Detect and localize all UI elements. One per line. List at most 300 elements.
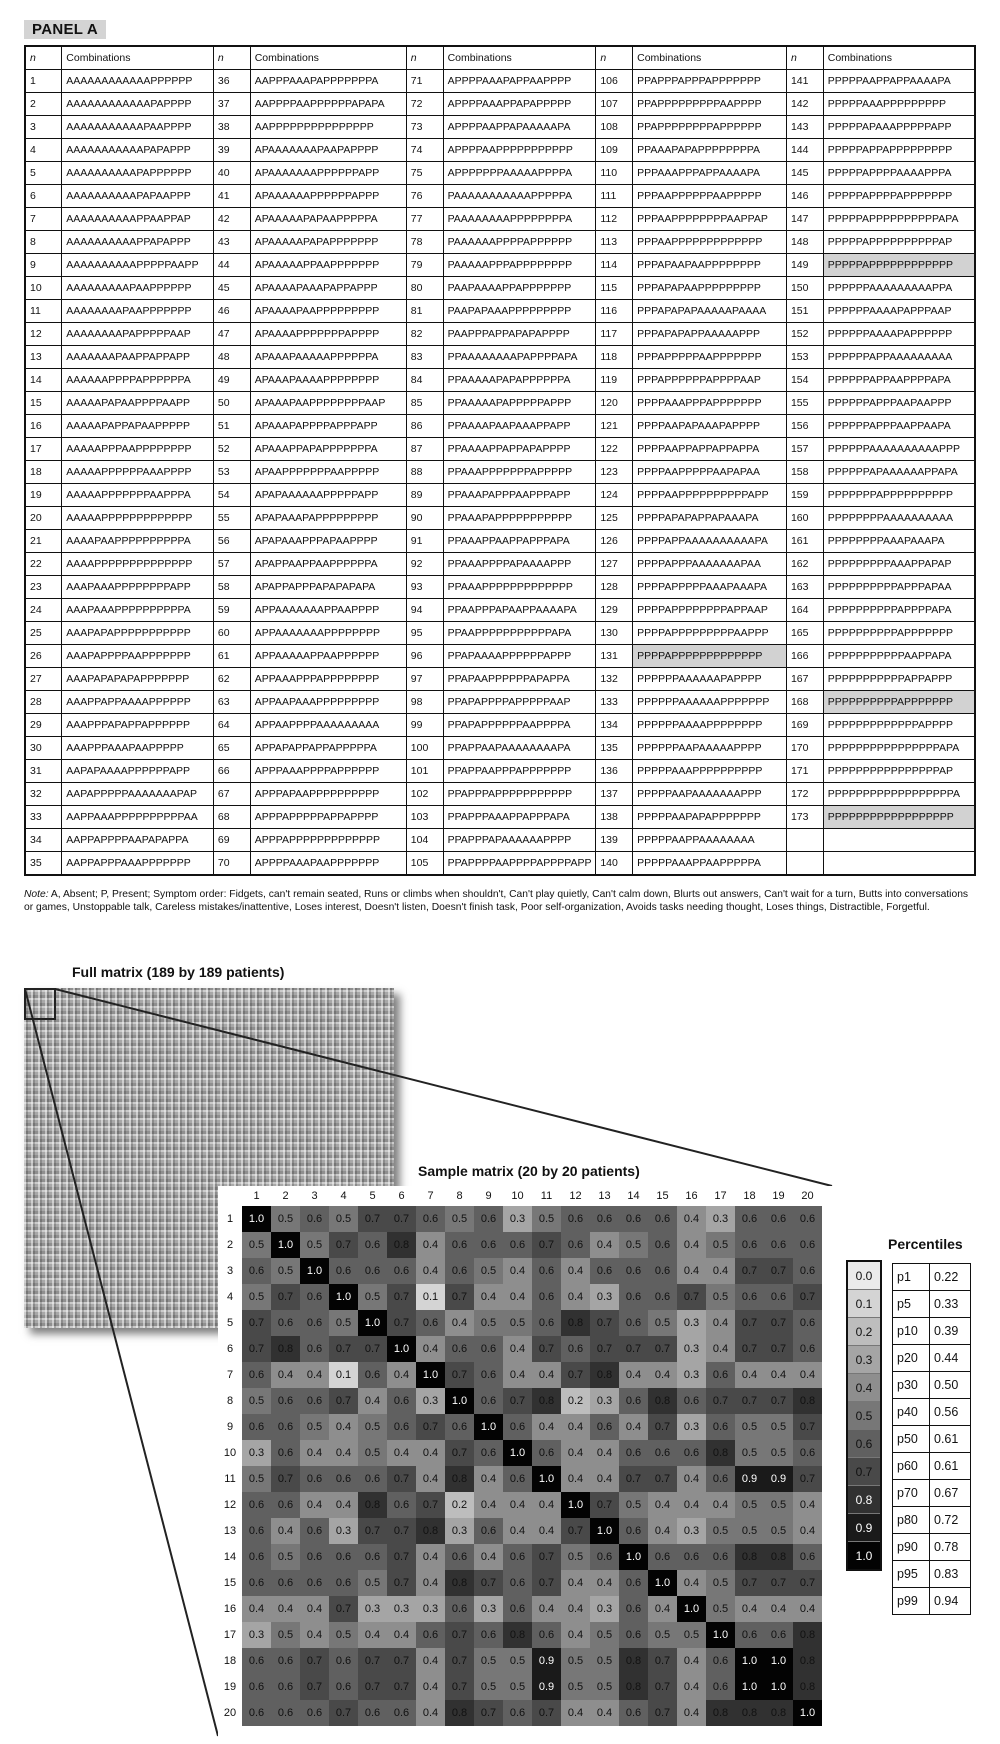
cell-n: 151 (786, 300, 823, 323)
percentile-row (893, 1264, 971, 1291)
matrix-cell: 0.7 (445, 1440, 474, 1466)
matrix-cell: 0.7 (619, 1336, 648, 1362)
matrix-cell: 0.6 (242, 1492, 271, 1518)
matrix-cell: 0.5 (503, 1310, 532, 1336)
cell-combination: PPAAAPAPAPPPPPPPPA (633, 139, 787, 162)
matrix-cell: 0.6 (300, 1700, 329, 1726)
percentile-label: p60 (893, 1453, 930, 1480)
header-combinations: Combinations (250, 46, 406, 70)
cell-n: 141 (786, 70, 823, 93)
cell-n: 4 (25, 139, 62, 162)
matrix-cell: 0.4 (590, 1232, 619, 1258)
cell-combination: PPAAAPPPPAPAAAAPPP (443, 553, 596, 576)
matrix-cell: 1.0 (474, 1414, 503, 1440)
matrix-cell: 1.0 (677, 1596, 706, 1622)
matrix-cell: 0.4 (416, 1570, 445, 1596)
matrix-cell: 0.4 (300, 1440, 329, 1466)
note-label: Note: (24, 889, 49, 900)
matrix-cell: 0.4 (648, 1492, 677, 1518)
cell-combination: PPPPPAAAPPPPPPPPPP (633, 760, 787, 783)
matrix-cell: 0.6 (358, 1544, 387, 1570)
matrix-cell: 0.4 (387, 1362, 416, 1388)
cell-n: 6 (25, 185, 62, 208)
cell-n: 115 (596, 277, 633, 300)
matrix-cell: 0.4 (764, 1596, 793, 1622)
matrix-cell: 0.7 (793, 1466, 822, 1492)
matrix-cell: 0.6 (706, 1674, 735, 1700)
cell-combination: AAAAAPPPPPPPPPPPPP (62, 507, 214, 530)
cell-combination: APPPPAAAPAPPAAPPPP (443, 70, 596, 93)
cell-n: 43 (213, 231, 250, 254)
matrix-cell: 0.6 (590, 1258, 619, 1284)
matrix-cell: 0.5 (358, 1284, 387, 1310)
note-text: A, Absent; P, Present; Symptom order: Fidgets, can't remain seated, Runs or climbs when shouldn't, Can't play quietly, Can't calm down, Blurts out answers, Can't wait for a turn, Butts into conversations or games, Unstoppable talk, Careless mistakes/inattentive, Loses interest, Doesn't listen, Doesn't finish task, Poor self-organization, Avoids tasks needing thought, Loses things, Distractible, Forgetful. (24, 889, 969, 913)
cell-n: 41 (213, 185, 250, 208)
matrix-cell: 0.7 (532, 1232, 561, 1258)
cell-n: 136 (596, 760, 633, 783)
cell-combination: PPPPPAPPAPPPPPPPPP (823, 139, 975, 162)
cell-n: 8 (25, 231, 62, 254)
cell-n: 35 (25, 852, 62, 876)
header-n: n (786, 46, 823, 70)
matrix-cell: 0.7 (735, 1336, 764, 1362)
matrix-cell: 0.4 (271, 1596, 300, 1622)
percentiles-title: Percentiles (888, 1236, 963, 1252)
matrix-cell: 0.6 (532, 1258, 561, 1284)
matrix-cell: 0.6 (242, 1700, 271, 1726)
cell-n: 40 (213, 162, 250, 185)
cell-combination: APAPPAPPPAPAPAPAPA (250, 576, 406, 599)
cell-n: 24 (25, 599, 62, 622)
cell-n: 168 (786, 691, 823, 714)
legend-swatch: 0.6 (847, 1430, 881, 1458)
percentile-label: p99 (893, 1588, 930, 1615)
matrix-cell: 0.3 (416, 1388, 445, 1414)
matrix-cell: 0.7 (503, 1388, 532, 1414)
cell-n: 85 (406, 392, 443, 415)
cell-n: 137 (596, 783, 633, 806)
matrix-cell: 0.5 (532, 1206, 561, 1232)
matrix-cell: 0.8 (735, 1700, 764, 1726)
cell-n: 19 (25, 484, 62, 507)
percentile-label: p30 (893, 1372, 930, 1399)
cell-n: 47 (213, 323, 250, 346)
cell-n: 48 (213, 346, 250, 369)
matrix-cell: 0.4 (735, 1362, 764, 1388)
matrix-cell: 0.6 (474, 1622, 503, 1648)
cell-n: 127 (596, 553, 633, 576)
cell-combination: PAAAAAAAAAAAPPPPPA (443, 185, 596, 208)
cell-combination: PPPAPAAPAAPPPPPPPP (633, 254, 787, 277)
matrix-col-label: 19 (772, 1190, 785, 1202)
matrix-cell: 0.4 (532, 1518, 561, 1544)
cell-combination: PPPPPPPPPPAPPPPPPP (823, 622, 975, 645)
cell-combination: PPPPPPPPPPAPPPPPPP (823, 691, 975, 714)
cell-combination: PPPPPAPPPPAPPPPPPP (823, 185, 975, 208)
matrix-cell: 0.7 (358, 1648, 387, 1674)
cell-n: 78 (406, 231, 443, 254)
cell-combination: APPPPAAAPPAPAPPPPP (443, 93, 596, 116)
matrix-cell: 0.4 (387, 1440, 416, 1466)
matrix-cell: 0.7 (445, 1622, 474, 1648)
zoom-line-left (25, 989, 218, 1736)
matrix-cell: 0.4 (416, 1258, 445, 1284)
matrix-cell: 0.4 (474, 1284, 503, 1310)
matrix-cell: 0.4 (561, 1440, 590, 1466)
cell-combination: PPPPPPAAAAAAAAAAPPP (823, 438, 975, 461)
cell-n: 66 (213, 760, 250, 783)
cell-n: 143 (786, 116, 823, 139)
matrix-cell: 0.5 (706, 1570, 735, 1596)
cell-combination: PPPPPPAAAAPPPPPPPP (633, 714, 787, 737)
cell-combination: PPPPAAPAPAAAPAPPPP (633, 415, 787, 438)
matrix-row-label: 9 (226, 1421, 234, 1433)
matrix-cell: 0.4 (706, 1492, 735, 1518)
matrix-cell: 1.0 (358, 1310, 387, 1336)
cell-combination: PPAPPPPPPPPPAAPPPP (633, 93, 787, 116)
cell-combination: PPPPAAPPPPPPPPPPAPP (633, 484, 787, 507)
cell-combination: PPPPPPPPPPAPPPAPAA (823, 576, 975, 599)
matrix-cell: 0.6 (793, 1258, 822, 1284)
cell-combination: AAAAPAAPPPPPPPPPPA (62, 530, 214, 553)
matrix-cell: 0.6 (242, 1544, 271, 1570)
cell-combination: APAAPPPPPPPAAPPPPP (250, 461, 406, 484)
cell-combination: APPPAPPPPPAPPAPPPP (250, 806, 406, 829)
matrix-cell: 0.7 (358, 1336, 387, 1362)
matrix-cell: 0.6 (358, 1700, 387, 1726)
matrix-cell: 0.5 (358, 1440, 387, 1466)
matrix-cell: 0.6 (271, 1414, 300, 1440)
matrix-cell: 0.8 (271, 1336, 300, 1362)
matrix-cell: 0.6 (590, 1544, 619, 1570)
cell-combination: PPPPPPPPPAAAPPAPAP (823, 553, 975, 576)
cell-combination: PPPPPPAAAAPAPPPAAP (823, 300, 975, 323)
matrix-cell: 0.6 (735, 1206, 764, 1232)
matrix-cell: 0.7 (677, 1284, 706, 1310)
matrix-cell: 0.6 (590, 1414, 619, 1440)
cell-combination: PPPPAAPPAPPAPPAPPA (633, 438, 787, 461)
matrix-cell: 0.5 (300, 1414, 329, 1440)
cell-combination: PPAAAAAAAAPAPPPPAPA (443, 346, 596, 369)
matrix-cell: 0.7 (532, 1336, 561, 1362)
cell-n: 113 (596, 231, 633, 254)
cell-n: 75 (406, 162, 443, 185)
cell-n: 150 (786, 277, 823, 300)
cell-combination: APAAAAPAAAPAPPAPPP (250, 277, 406, 300)
cell-combination: PPPPPAAPPAPPAAAAPA (823, 70, 975, 93)
matrix-cell: 0.4 (474, 1544, 503, 1570)
matrix-cell: 1.0 (387, 1336, 416, 1362)
matrix-cell: 0.6 (503, 1700, 532, 1726)
cell-n: 30 (25, 737, 62, 760)
matrix-cell: 0.6 (532, 1622, 561, 1648)
matrix-cell: 0.7 (619, 1466, 648, 1492)
cell-n: 132 (596, 668, 633, 691)
cell-combination: PPPPPAAPPAAAAAAAA (633, 829, 787, 852)
matrix-cell: 0.4 (677, 1466, 706, 1492)
cell-n: 1 (25, 70, 62, 93)
cell-n: 114 (596, 254, 633, 277)
matrix-cell: 0.6 (735, 1622, 764, 1648)
percentile-label: p90 (893, 1534, 930, 1561)
cell-combination: PPAAPPPPPPPPPPPAPA (443, 622, 596, 645)
cell-n: 103 (406, 806, 443, 829)
matrix-cell: 0.4 (329, 1414, 358, 1440)
cell-n: 42 (213, 208, 250, 231)
cell-combination: PPPPPAPPPPPPPPPPAP (823, 231, 975, 254)
matrix-cell: 0.6 (561, 1232, 590, 1258)
matrix-col-label: 1 (253, 1190, 260, 1202)
matrix-cell: 0.7 (329, 1596, 358, 1622)
cell-n: 172 (786, 783, 823, 806)
cell-combination: APAAAAAAAPAAPAPPPP (250, 139, 406, 162)
cell-combination: PPPPPAAAPPAAPPPPPA (633, 852, 787, 876)
cell-combination: PPAAAPAPPPPPPPPPPP (443, 507, 596, 530)
cell-combination: APPAAPPPPAAAAAAAAA (250, 714, 406, 737)
matrix-cell: 0.4 (300, 1622, 329, 1648)
cell-n: 149 (786, 254, 823, 277)
cell-n: 123 (596, 461, 633, 484)
matrix-cell: 0.7 (387, 1206, 416, 1232)
legend-swatch: 0.8 (847, 1486, 881, 1514)
cell-combination: PPAPPPAPPPAPPPPPPP (633, 70, 787, 93)
cell-combination: AAAAAAAAAAAAPAPPPP (62, 93, 214, 116)
matrix-cell: 0.8 (532, 1388, 561, 1414)
matrix-cell: 0.4 (677, 1648, 706, 1674)
cell-combination: PPPAPAPAPPAAAAAPPP (633, 323, 787, 346)
cell-combination: APAAAAPPPPPPPAPPPP (250, 323, 406, 346)
matrix-cell: 0.5 (242, 1388, 271, 1414)
matrix-cell: 0.7 (764, 1570, 793, 1596)
matrix-cell: 0.4 (503, 1518, 532, 1544)
cell-combination: APAAAPAAAAAPPPPPPA (250, 346, 406, 369)
cell-n: 10 (25, 277, 62, 300)
matrix-row-label: 6 (226, 1343, 234, 1355)
cell-n: 119 (596, 369, 633, 392)
matrix-cell: 0.3 (242, 1622, 271, 1648)
matrix-cell: 0.5 (619, 1492, 648, 1518)
matrix-cell: 0.6 (619, 1284, 648, 1310)
matrix-cell: 0.7 (329, 1700, 358, 1726)
legend-row (847, 1486, 881, 1514)
matrix-cell: 0.6 (764, 1206, 793, 1232)
matrix-cell: 0.5 (648, 1622, 677, 1648)
matrix-cell: 0.6 (445, 1414, 474, 1440)
matrix-row-label: 8 (226, 1395, 234, 1407)
cell-combination: APPPPAAPPAPAAAAAPA (443, 116, 596, 139)
cell-combination: APPPAPAAPPPPPPPPPP (250, 783, 406, 806)
matrix-col-label: 20 (801, 1190, 814, 1202)
matrix-cell: 0.6 (416, 1622, 445, 1648)
cell-n: 165 (786, 622, 823, 645)
matrix-row-label: 20 (223, 1707, 237, 1719)
cell-n: 81 (406, 300, 443, 323)
percentile-row (893, 1561, 971, 1588)
cell-combination: PPPAPPPPPPAPPPPAAP (633, 369, 787, 392)
cell-combination: PPPPPPAAAAAAAAAPPA (823, 277, 975, 300)
matrix-cell: 0.5 (735, 1492, 764, 1518)
matrix-cell: 1.0 (242, 1206, 271, 1232)
cell-n: 101 (406, 760, 443, 783)
matrix-cell: 0.7 (387, 1466, 416, 1492)
matrix-cell: 0.6 (358, 1258, 387, 1284)
matrix-cell: 0.8 (561, 1310, 590, 1336)
cell-combination: PPPPPPAAAAPAPPPPPP (823, 323, 975, 346)
matrix-cell: 1.0 (561, 1492, 590, 1518)
cell-combination: PPPAPAPAAPPPPPPPPP (633, 277, 787, 300)
cell-combination: PPPPPPPPPPPAPPAPPP (823, 668, 975, 691)
matrix-cell: 1.0 (445, 1388, 474, 1414)
cell-n: 139 (596, 829, 633, 852)
matrix-cell: 0.6 (619, 1258, 648, 1284)
matrix-cell: 0.6 (242, 1414, 271, 1440)
matrix-cell: 0.6 (764, 1622, 793, 1648)
matrix-cell: 0.4 (793, 1492, 822, 1518)
matrix-cell: 0.6 (619, 1570, 648, 1596)
matrix-cell: 0.4 (503, 1258, 532, 1284)
cell-n: 169 (786, 714, 823, 737)
cell-combination: PPPPPPPPPPPAAPPAPA (823, 645, 975, 668)
matrix-cell: 0.4 (648, 1362, 677, 1388)
matrix-cell: 0.6 (619, 1440, 648, 1466)
matrix-cell: 0.4 (561, 1466, 590, 1492)
cell-combination: AAAAAAAAAAAAPPPPPP (62, 70, 214, 93)
cell-n: 80 (406, 277, 443, 300)
cell-n: 94 (406, 599, 443, 622)
cell-n: 124 (596, 484, 633, 507)
cell-combination: APAAAPAPPPPAPPPAPP (250, 415, 406, 438)
matrix-cell: 0.6 (474, 1518, 503, 1544)
cell-n: 52 (213, 438, 250, 461)
matrix-cell: 0.4 (590, 1570, 619, 1596)
matrix-cell: 0.7 (358, 1518, 387, 1544)
matrix-cell: 0.6 (300, 1336, 329, 1362)
matrix-cell: 0.8 (793, 1388, 822, 1414)
matrix-cell: 0.4 (416, 1700, 445, 1726)
cell-combination: PAAPAAAAPPAPPPPPPP (443, 277, 596, 300)
cell-n: 164 (786, 599, 823, 622)
matrix-cell: 0.5 (706, 1284, 735, 1310)
matrix-cell: 0.6 (764, 1284, 793, 1310)
cell-n: 86 (406, 415, 443, 438)
matrix-row-label: 18 (223, 1655, 237, 1667)
matrix-cell: 0.4 (300, 1362, 329, 1388)
matrix-cell: 0.5 (735, 1414, 764, 1440)
cell-combination: PAAAAAAPPPPAPPPPPP (443, 231, 596, 254)
cell-n: 112 (596, 208, 633, 231)
matrix-cell: 0.7 (474, 1700, 503, 1726)
matrix-cell: 0.4 (619, 1414, 648, 1440)
cell-combination: PPAAAPPAAPPAPPPAPA (443, 530, 596, 553)
percentile-value: 0.33 (930, 1291, 971, 1318)
cell-n: 60 (213, 622, 250, 645)
cell-n: 129 (596, 599, 633, 622)
cell-n: 31 (25, 760, 62, 783)
matrix-cell: 0.5 (329, 1206, 358, 1232)
matrix-cell: 0.5 (590, 1622, 619, 1648)
cell-n: 62 (213, 668, 250, 691)
matrix-cell: 0.7 (793, 1284, 822, 1310)
matrix-cell: 0.5 (445, 1206, 474, 1232)
cell-combination: AAAPPPAAAPAAPPPPP (62, 737, 214, 760)
matrix-cell: 0.5 (590, 1674, 619, 1700)
cell-n: 55 (213, 507, 250, 530)
legend-row (847, 1290, 881, 1318)
sample-matrix-row (218, 1518, 822, 1544)
cell-n: 50 (213, 392, 250, 415)
matrix-cell: 0.4 (503, 1492, 532, 1518)
cell-n: 53 (213, 461, 250, 484)
matrix-cell: 0.3 (677, 1310, 706, 1336)
matrix-cell: 0.6 (677, 1440, 706, 1466)
matrix-cell: 0.6 (300, 1388, 329, 1414)
matrix-cell: 0.6 (445, 1232, 474, 1258)
matrix-cell: 0.6 (503, 1544, 532, 1570)
matrix-cell: 0.5 (503, 1674, 532, 1700)
matrix-cell: 0.8 (793, 1622, 822, 1648)
cell-combination: APPAAPAAAPPPPPPPPP (250, 691, 406, 714)
percentiles-table (892, 1263, 971, 1615)
sample-matrix-row (218, 1544, 822, 1570)
cell-n: 173 (786, 806, 823, 829)
matrix-cell: 1.0 (590, 1518, 619, 1544)
cell-n: 134 (596, 714, 633, 737)
cell-combination: AAAAAAAAAPAAPPPPPP (62, 277, 214, 300)
matrix-cell: 0.4 (416, 1440, 445, 1466)
cell-n: 45 (213, 277, 250, 300)
cell-n: 57 (213, 553, 250, 576)
matrix-cell: 0.6 (358, 1362, 387, 1388)
matrix-cell: 0.4 (503, 1362, 532, 1388)
matrix-cell: 0.7 (590, 1336, 619, 1362)
cell-n: 91 (406, 530, 443, 553)
cell-combination: AAAAAPPPPPPPAAPPPA (62, 484, 214, 507)
matrix-cell: 0.8 (358, 1492, 387, 1518)
cell-combination: APPPAPPPPPPPPPPPPP (250, 829, 406, 852)
matrix-cell: 0.2 (445, 1492, 474, 1518)
cell-combination: APPAAAPPPAPPPPPPPP (250, 668, 406, 691)
matrix-cell: 0.6 (619, 1310, 648, 1336)
matrix-cell: 1.0 (793, 1700, 822, 1726)
sample-matrix-row (218, 1310, 822, 1336)
cell-n: 121 (596, 415, 633, 438)
gray-scale-legend (846, 1260, 882, 1571)
cell-combination: AAPPPAAAPAPPPPPPPA (250, 70, 406, 93)
cell-n: 49 (213, 369, 250, 392)
matrix-cell: 0.6 (503, 1466, 532, 1492)
percentile-value: 0.22 (930, 1264, 971, 1291)
matrix-cell: 0.8 (764, 1544, 793, 1570)
sample-matrix-row (218, 1700, 822, 1726)
sample-matrix-row (218, 1362, 822, 1388)
matrix-cell: 1.0 (735, 1674, 764, 1700)
cell-n: 64 (213, 714, 250, 737)
matrix-cell: 0.5 (242, 1466, 271, 1492)
cell-combination: PPPPPAAPAAAAAAAPPP (633, 783, 787, 806)
matrix-cell: 0.8 (735, 1544, 764, 1570)
matrix-cell: 0.8 (590, 1362, 619, 1388)
matrix-cell: 0.4 (329, 1492, 358, 1518)
cell-n: 73 (406, 116, 443, 139)
matrix-cell: 0.6 (445, 1544, 474, 1570)
cell-n: 39 (213, 139, 250, 162)
matrix-cell: 0.4 (561, 1258, 590, 1284)
matrix-cell: 1.0 (706, 1622, 735, 1648)
matrix-cell: 1.0 (735, 1648, 764, 1674)
matrix-cell: 0.3 (329, 1518, 358, 1544)
matrix-row-label: 4 (226, 1291, 234, 1303)
cell-n: 108 (596, 116, 633, 139)
